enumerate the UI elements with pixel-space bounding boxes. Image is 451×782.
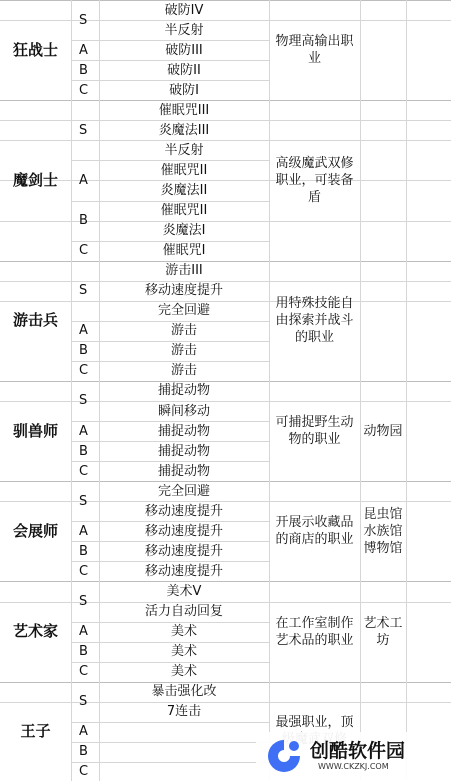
grade-cell: A — [79, 724, 88, 740]
grade-divider — [71, 321, 269, 322]
skill-cell: 美术 — [170, 644, 197, 660]
skill-cell: 游击III — [165, 263, 203, 279]
grade-cell: B — [79, 213, 88, 229]
grade-divider — [71, 662, 269, 663]
skill-cell: 催眠咒II — [160, 203, 208, 219]
skill-cell: 破防I — [169, 82, 199, 98]
grade-divider — [71, 201, 269, 202]
column-divider — [360, 0, 361, 781]
watermark-name: 创酷软件园 — [310, 740, 406, 762]
skill-cell: 捕捉动物 — [157, 443, 210, 459]
grade-divider — [71, 722, 269, 723]
grade-cell: C — [79, 463, 89, 479]
grade-divider — [71, 521, 269, 522]
grade-divider — [71, 561, 269, 562]
skill-cell: 移动速度提升 — [144, 503, 223, 519]
grade-cell: C — [79, 664, 89, 680]
skill-cell — [99, 762, 269, 782]
watermark-url: WWW.CKZKJ.COM — [318, 762, 389, 771]
column-divider — [406, 0, 407, 781]
grade-divider — [71, 421, 269, 422]
grade-cell: S — [79, 122, 88, 138]
grade-cell: B — [79, 62, 88, 78]
skill-cell: 催眠咒II — [160, 162, 208, 178]
related-building — [360, 0, 406, 100]
grade-divider — [71, 40, 269, 41]
skill-cell: 催眠咒III — [158, 102, 210, 118]
skill-cell: 催眠咒I — [162, 243, 206, 259]
grade-cell: S — [79, 694, 88, 710]
skill-cell: 移动速度提升 — [144, 563, 223, 579]
skill-cell: 游击 — [170, 363, 197, 379]
skill-cell: 活力自动回复 — [144, 604, 223, 620]
related-building: 动物园 — [363, 423, 403, 439]
skill-cell: 半反射 — [164, 142, 204, 158]
watermark-logo-icon — [266, 738, 302, 774]
grade-divider — [71, 160, 269, 161]
skill-cell: 完全回避 — [157, 483, 210, 499]
skill-cell: 暴击强化改 — [151, 684, 217, 700]
job-description: 物理高输出职业 — [275, 34, 354, 67]
skill-cell: 破防II — [167, 62, 201, 78]
skill-cell: 捕捉动物 — [157, 423, 210, 439]
grade-cell: C — [79, 363, 89, 379]
skill-cell: 捕捉动物 — [157, 383, 210, 399]
grade-divider — [71, 341, 269, 342]
grade-cell: S — [79, 593, 88, 609]
grade-divider — [71, 361, 269, 362]
grade-cell: A — [79, 523, 88, 539]
column-divider — [269, 0, 270, 781]
job-name: 魔剑士 — [12, 170, 58, 189]
grade-divider — [71, 441, 269, 442]
skill-cell: 美术 — [170, 624, 197, 640]
grade-divider — [71, 461, 269, 462]
job-name: 会展师 — [12, 521, 58, 540]
skill-cell — [99, 722, 269, 742]
column-divider — [99, 0, 100, 781]
related-building — [360, 261, 406, 381]
job-name: 狂战士 — [12, 40, 58, 59]
grade-cell: A — [79, 624, 88, 640]
grade-cell: S — [79, 493, 88, 509]
skill-cell: 完全回避 — [157, 303, 210, 319]
job-description: 可捕捉野生动物的职业 — [275, 415, 354, 448]
job-description: 最强职业，顶 — [275, 715, 354, 731]
skill-cell — [99, 742, 269, 762]
skill-cell: 炎魔法I — [162, 223, 206, 239]
column-divider — [71, 0, 72, 781]
grade-cell: A — [79, 323, 88, 339]
grade-cell: B — [79, 343, 88, 359]
job-description: 开展示收藏品的商店的职业 — [275, 515, 354, 548]
grade-divider — [71, 80, 269, 81]
grade-cell: B — [79, 744, 88, 760]
grade-cell: S — [79, 283, 88, 299]
skill-cell: 移动速度提升 — [144, 543, 223, 559]
related-building — [360, 100, 406, 260]
grade-divider — [71, 60, 269, 61]
job-name: 王子 — [20, 722, 51, 741]
grade-divider — [71, 762, 269, 763]
skill-cell: 破防IV — [164, 2, 204, 18]
grade-cell: S — [79, 12, 88, 28]
skill-cell: 炎魔法II — [160, 182, 208, 198]
skill-cell: 捕捉动物 — [157, 463, 210, 479]
skill-cell: 7连击 — [166, 704, 202, 720]
skill-cell: 破防III — [165, 42, 203, 58]
grade-divider — [71, 622, 269, 623]
related-building: 艺术工坊 — [363, 615, 403, 648]
skill-cell: 美术V — [166, 583, 202, 599]
grade-cell: S — [79, 393, 88, 409]
grade-cell: C — [79, 82, 89, 98]
grade-divider — [71, 742, 269, 743]
skill-cell: 美术 — [170, 664, 197, 680]
grade-cell: A — [79, 42, 88, 58]
grade-cell: B — [79, 543, 88, 559]
skill-cell: 游击 — [170, 323, 197, 339]
skill-cell: 游击 — [170, 343, 197, 359]
grade-cell: B — [79, 443, 88, 459]
skill-cell: 炎魔法III — [158, 122, 210, 138]
grade-divider — [71, 642, 269, 643]
skill-cell: 瞬间移动 — [157, 403, 210, 419]
job-description: 高级魔武双修职业，可装备盾 — [275, 155, 354, 205]
grade-cell: A — [79, 423, 88, 439]
skill-cell: 移动速度提升 — [144, 283, 223, 299]
related-building: 昆虫馆 水族馆 博物馆 — [363, 506, 403, 556]
site-watermark — [256, 732, 451, 781]
grade-cell: A — [79, 172, 88, 188]
grade-divider — [71, 241, 269, 242]
job-name: 游击兵 — [12, 311, 58, 330]
job-name: 驯兽师 — [12, 421, 58, 440]
grade-cell: B — [79, 644, 88, 660]
grade-cell: C — [79, 243, 89, 259]
grade-cell: C — [79, 563, 89, 579]
grade-divider — [71, 541, 269, 542]
skill-cell: 半反射 — [164, 22, 204, 38]
grade-cell: C — [79, 764, 89, 780]
skill-cell: 移动速度提升 — [144, 523, 223, 539]
job-description: 用特殊技能自由探索并战斗的职业 — [275, 296, 354, 346]
job-name: 艺术家 — [12, 622, 58, 641]
job-description: 在工作室制作艺术品的职业 — [275, 615, 354, 648]
